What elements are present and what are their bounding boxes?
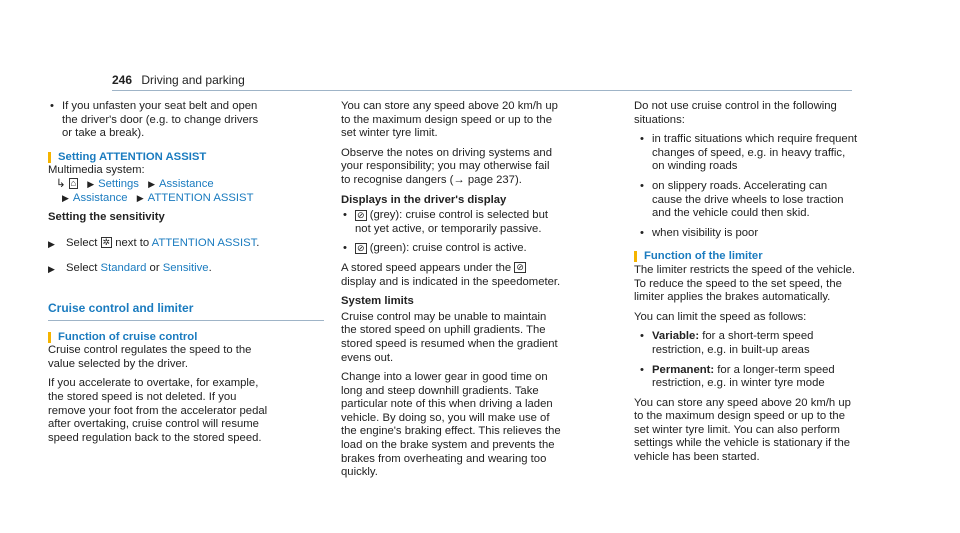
column-3 [634,100,858,471]
bullet-icon: • [640,133,644,146]
section-cruise-control: Cruise control and limiter [48,300,194,315]
cruise-control-icon: ⊘ [357,209,365,220]
step-arrow-icon: ▶ [48,238,55,249]
subheading-sensitivity: Setting the sensitivity [48,211,165,224]
paragraph: Cruise control may be unable to maintain the stored speed on uphill gradients. The stored speed is resumed when the gradient evens out. [341,310,558,364]
paragraph: If you accelerate to overtake, for example, the stored speed is not deleted. If you remove your foot from the accelerator pedal after overtaking, cruise control will resume speed regulation back to the stored speed. [48,377,268,444]
chevron-icon: ▶ [136,192,144,203]
paragraph: You can store any speed above 20 km/h up to the maximum design speed or up to the set winter tyre limit. [341,100,558,140]
heading-function-limiter: Function of the limiter [634,250,858,264]
section-title: Driving and parking [141,73,245,87]
paragraph: You can limit the speed as follows: [634,310,807,323]
paragraph: A stored speed appears under the ⊘ display and is indicated in the speedometer. [341,261,561,288]
subheading-system-limits: System limits [341,295,414,308]
list-item: • ⊘ (grey): cruise control is selected but not yet active, or temporarily passive. [343,209,548,235]
heading-function-cruise: Function of cruise control [48,331,268,345]
home-icon: ⌂ [70,178,77,189]
list-item: • when visibility is poor [640,226,759,239]
column-1 [48,100,268,451]
step-arrow-icon: ▶ [48,264,55,275]
bullet-icon: • [343,242,347,255]
path-assistance: Assistance [159,177,214,190]
cruise-control-icon: ⊘ [357,242,365,253]
multimedia-label: Multimedia system: [48,164,145,177]
path-attention-assist: ATTENTION ASSIST [147,191,254,204]
chevron-icon: ▶ [87,178,95,189]
path-settings: Settings [98,177,139,190]
column-2 [341,100,561,486]
bullet-icon: • [50,100,54,112]
section-rule [48,320,324,321]
chevron-icon: ▶ [148,178,155,189]
paragraph: Do not use cruise control in the following situations: [634,100,837,126]
gear-icon: ✲ [102,237,111,248]
header-rule [112,90,852,91]
paragraph: Cruise control regulates the speed to the value selected by the driver. [48,344,252,370]
subheading-displays: Displays in the driver's display [341,193,507,206]
path-start-icon: ↳ [56,177,66,190]
page-header [112,73,245,87]
chevron-icon: ▶ [62,192,69,203]
bullet-icon: • [640,226,644,239]
path-assistance-2: Assistance [72,191,128,204]
heading-bar [48,152,51,163]
bullet-icon: • [640,363,644,376]
step-1: ▶ Select ✲ next to ATTENTION ASSIST. [48,237,268,251]
step-2: ▶ Select Standard or Sensitive. [48,262,268,276]
list-item: • Variable: for a short-term speed restriction, e.g. in built-up areas [640,330,814,356]
list-item: • ⊘ (green): cruise control is active. [343,242,527,255]
paragraph: You can store any speed above 20 km/h up to the maximum design speed or up to the set winter tyre limit. You can also perform settings while the vehicle is stationary if the vehicle has been started. [634,396,851,464]
menu-path [48,178,268,205]
heading-bar [634,251,637,262]
heading-bar [48,332,51,343]
heading-setting-attention-assist: Setting ATTENTION ASSIST [48,151,268,165]
bullet-icon: • [343,209,347,222]
list-item: • on slippery roads. Accelerating can cause the drive wheels to lose traction and the vehicle could then skid. [640,179,844,220]
page-number: 246 [112,73,133,87]
bullet-icon: • [640,179,644,192]
list-item: • in traffic situations which require frequent changes of speed, e.g. in heavy traffic, on winding roads [640,133,858,173]
paragraph: The limiter restricts the speed of the vehicle. To reduce the speed to the set speed, the limiter applies the brakes automatically. [634,263,856,304]
paragraph: Observe the notes on driving systems and your responsibility; you may otherwise fail to recognise dangers (→ page 237). [341,146,552,186]
paragraph: Change into a lower gear in good time on long and steep downhill gradients. Take particular note of this when driving a laden vehicle. By doing so, you will make use of the engine's braking effect. This relieves the load on the brake system and prevents the brakes from overheating and wearing too quickly. [341,371,561,479]
list-item: • If you unfasten your seat belt and open the driver's door (e.g. to change drivers or take a break). [50,100,259,140]
cruise-control-icon: ⊘ [516,262,524,273]
bullet-icon: • [640,330,644,343]
list-item: • Permanent: for a longer-term speed restriction, e.g. in winter tyre mode [640,363,835,390]
